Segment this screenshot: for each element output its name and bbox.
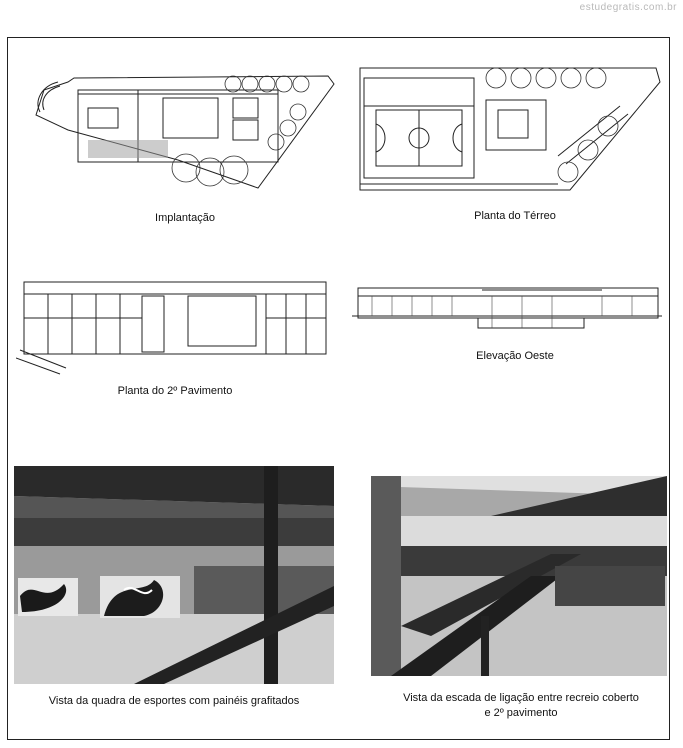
planta-terreo-drawing — [358, 66, 663, 194]
photo-escada-ligacao — [371, 476, 667, 676]
elevacao-oeste-drawing — [352, 282, 662, 334]
photo-quadra-esportes — [14, 466, 334, 684]
implantacao-drawing — [28, 70, 338, 195]
caption-planta-terreo: Planta do Térreo — [474, 210, 556, 222]
caption-implantacao: Implantação — [155, 212, 215, 224]
watermark: estudegratis.com.br — [579, 2, 677, 13]
caption-escada-line2: e 2º pavimento — [484, 707, 558, 719]
caption-escada-line1: Vista da escada de ligação entre recreio coberto — [403, 692, 639, 704]
planta-pavimento2-drawing — [16, 278, 336, 378]
caption-quadra-esportes: Vista da quadra de esportes com painéis grafitados — [48, 695, 300, 707]
caption-elevacao-oeste: Elevação Oeste — [476, 350, 554, 362]
caption-planta-pavimento2: Planta do 2º Pavimento — [117, 385, 233, 397]
